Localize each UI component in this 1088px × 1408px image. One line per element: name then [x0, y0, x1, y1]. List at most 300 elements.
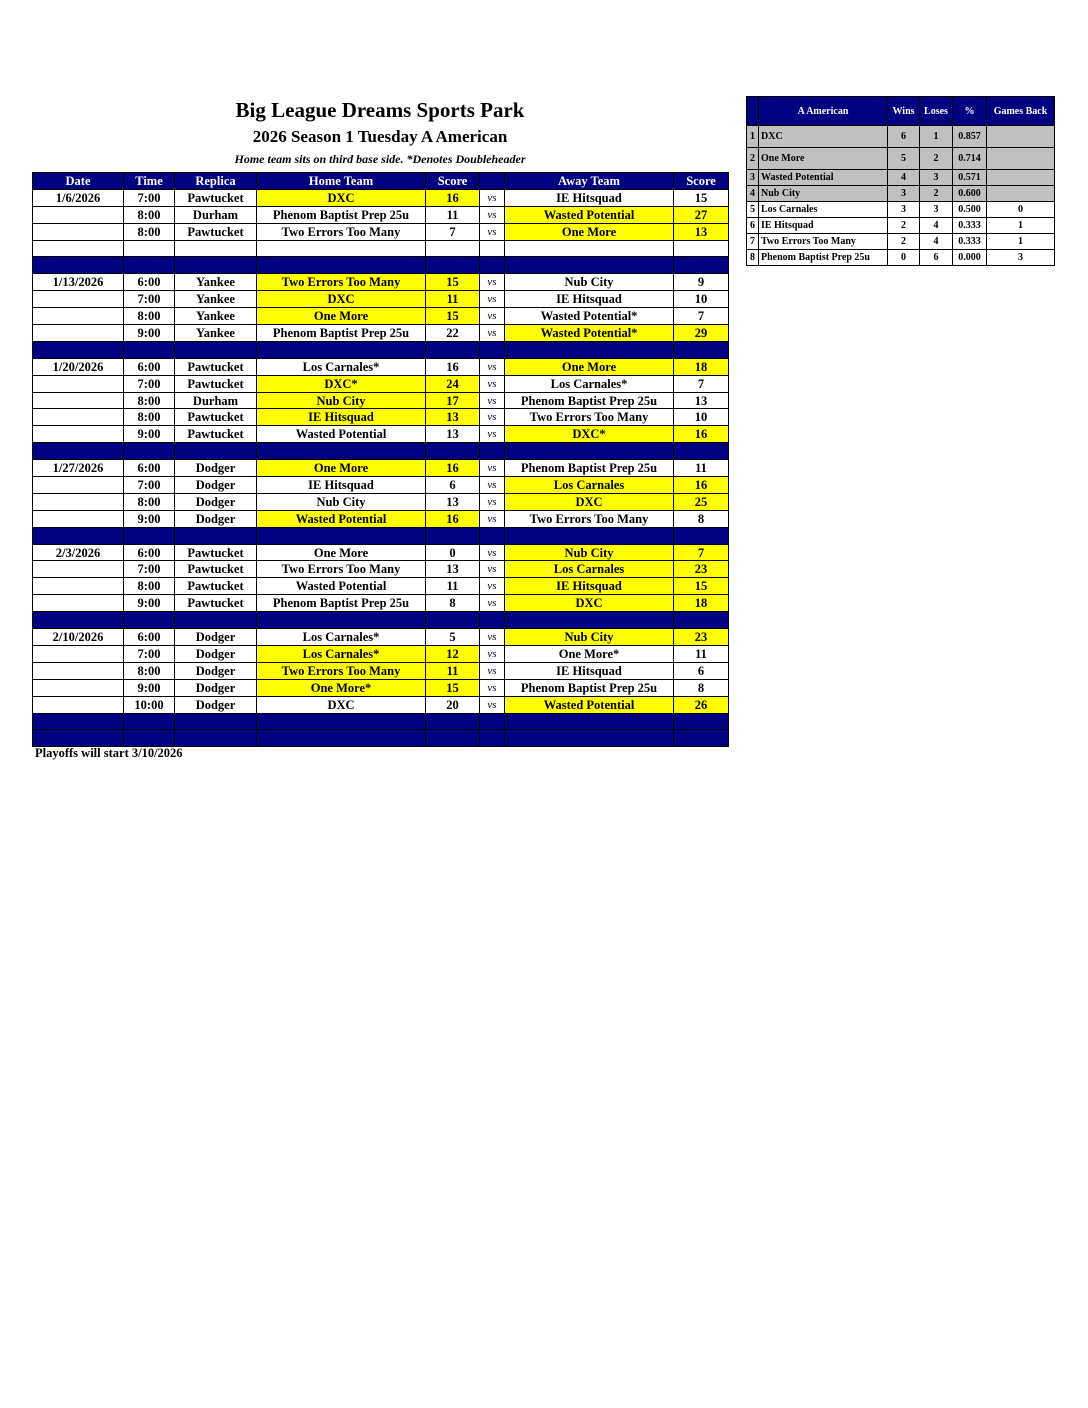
- home-team: One More*: [257, 679, 426, 696]
- col-away-team: Away Team: [505, 173, 674, 190]
- separator-cell: [257, 527, 426, 544]
- separator-cell: [674, 612, 729, 629]
- game-field: Dodger: [175, 696, 257, 713]
- home-team: Wasted Potential: [257, 578, 426, 595]
- game-row: [33, 274, 729, 291]
- away-score: 8: [674, 679, 729, 696]
- week-separator: [33, 341, 729, 358]
- game-time: 8:00: [124, 409, 175, 426]
- home-score: 16: [426, 460, 480, 477]
- vs-label: vs: [480, 477, 505, 494]
- game-time: 8:00: [124, 662, 175, 679]
- doubleheader-note: Home team sits on third base side. *Denotes Doubleheader: [234, 152, 526, 166]
- standings-losses: 3: [920, 170, 953, 186]
- away-score: 13: [674, 392, 729, 409]
- game-date: 1/13/2026: [33, 274, 124, 291]
- game-date: [33, 375, 124, 392]
- away-team: Phenom Baptist Prep 25u: [505, 392, 674, 409]
- standings-rank: 4: [747, 186, 759, 202]
- home-team: Nub City: [257, 493, 426, 510]
- game-field: Pawtucket: [175, 223, 257, 240]
- game-date: [33, 578, 124, 595]
- vs-label: vs: [480, 426, 505, 443]
- away-team: One More: [505, 358, 674, 375]
- separator-cell: [426, 257, 480, 274]
- game-row: [33, 679, 729, 696]
- home-score: 12: [426, 645, 480, 662]
- home-team: [257, 240, 426, 257]
- home-score: 11: [426, 662, 480, 679]
- game-time: 6:00: [124, 460, 175, 477]
- standings-wins: 6: [888, 126, 920, 148]
- standings-wins: 0: [888, 250, 920, 266]
- vs-label: vs: [480, 460, 505, 477]
- game-row: [33, 291, 729, 308]
- standings-wins: 2: [888, 218, 920, 234]
- game-field: Dodger: [175, 477, 257, 494]
- home-team: Wasted Potential: [257, 510, 426, 527]
- home-team: Two Errors Too Many: [257, 274, 426, 291]
- away-team: Nub City: [505, 274, 674, 291]
- home-team: Phenom Baptist Prep 25u: [257, 206, 426, 223]
- game-field: Durham: [175, 392, 257, 409]
- standings-rank: 7: [747, 234, 759, 250]
- away-score: 27: [674, 206, 729, 223]
- game-time: 8:00: [124, 308, 175, 325]
- vs-label: vs: [480, 308, 505, 325]
- schedule-body: [33, 189, 729, 746]
- standings-games-back: [987, 170, 1055, 186]
- separator-cell: [674, 713, 729, 730]
- game-field: Dodger: [175, 460, 257, 477]
- game-time: 9:00: [124, 426, 175, 443]
- separator-cell: [480, 730, 505, 747]
- home-score: 16: [426, 358, 480, 375]
- standings-pct: 0.333: [953, 234, 987, 250]
- game-date: 2/3/2026: [33, 544, 124, 561]
- home-team: Los Carnales*: [257, 629, 426, 646]
- game-row: [33, 493, 729, 510]
- game-time: 9:00: [124, 595, 175, 612]
- home-team: One More: [257, 460, 426, 477]
- vs-label: vs: [480, 206, 505, 223]
- separator-cell: [426, 341, 480, 358]
- home-score: 24: [426, 375, 480, 392]
- standings-body: [747, 126, 1055, 266]
- standings-rank: 2: [747, 148, 759, 170]
- away-team: DXC: [505, 493, 674, 510]
- separator-cell: [505, 341, 674, 358]
- schedule-table: [32, 172, 729, 747]
- standings-team: Wasted Potential: [759, 170, 888, 186]
- game-date: [33, 223, 124, 240]
- away-score: 9: [674, 274, 729, 291]
- away-score: 10: [674, 409, 729, 426]
- standings-pct: 0.500: [953, 202, 987, 218]
- standings-rank: 3: [747, 170, 759, 186]
- game-field: Dodger: [175, 679, 257, 696]
- away-score: 15: [674, 189, 729, 206]
- standings-pct: 0.857: [953, 126, 987, 148]
- game-time: 8:00: [124, 578, 175, 595]
- home-score: 16: [426, 510, 480, 527]
- separator-cell: [33, 612, 124, 629]
- away-team: IE Hitsquad: [505, 291, 674, 308]
- away-score: 18: [674, 358, 729, 375]
- home-score: 22: [426, 325, 480, 342]
- game-field: [175, 240, 257, 257]
- game-field: Yankee: [175, 274, 257, 291]
- away-team: Two Errors Too Many: [505, 510, 674, 527]
- vs-label: vs: [480, 595, 505, 612]
- game-date: [33, 662, 124, 679]
- game-time: 7:00: [124, 645, 175, 662]
- away-team: Wasted Potential: [505, 206, 674, 223]
- standings-rank: 8: [747, 250, 759, 266]
- separator-cell: [124, 730, 175, 747]
- game-time: 7:00: [124, 477, 175, 494]
- separator-cell: [480, 713, 505, 730]
- game-row: [33, 206, 729, 223]
- game-date: [33, 392, 124, 409]
- game-time: 9:00: [124, 679, 175, 696]
- game-date: [33, 595, 124, 612]
- game-date: [33, 477, 124, 494]
- separator-cell: [33, 527, 124, 544]
- separator-cell: [124, 527, 175, 544]
- away-team: Wasted Potential: [505, 696, 674, 713]
- game-row: [33, 240, 729, 257]
- week-separator: [33, 527, 729, 544]
- game-field: Pawtucket: [175, 595, 257, 612]
- home-score: 11: [426, 291, 480, 308]
- separator-cell: [480, 341, 505, 358]
- away-score: 16: [674, 477, 729, 494]
- away-score: 6: [674, 662, 729, 679]
- away-team: Los Carnales*: [505, 375, 674, 392]
- separator-cell: [426, 730, 480, 747]
- game-time: 10:00: [124, 696, 175, 713]
- separator-cell: [124, 341, 175, 358]
- col-away-score: Score: [674, 173, 729, 190]
- game-time: 6:00: [124, 629, 175, 646]
- standings-wins: 3: [888, 202, 920, 218]
- trailing-separator: [33, 713, 729, 730]
- game-date: [33, 291, 124, 308]
- standings-games-back: 0: [987, 202, 1055, 218]
- game-time: 7:00: [124, 291, 175, 308]
- col-time: Time: [124, 173, 175, 190]
- home-score: 13: [426, 409, 480, 426]
- home-team: One More: [257, 544, 426, 561]
- game-date: [33, 409, 124, 426]
- vs-label: vs: [480, 358, 505, 375]
- away-team: IE Hitsquad: [505, 578, 674, 595]
- separator-cell: [505, 612, 674, 629]
- game-row: [33, 358, 729, 375]
- separator-cell: [505, 713, 674, 730]
- standings-team: Los Carnales: [759, 202, 888, 218]
- game-row: [33, 662, 729, 679]
- game-field: Yankee: [175, 325, 257, 342]
- game-row: [33, 510, 729, 527]
- game-date: [33, 493, 124, 510]
- home-team: DXC*: [257, 375, 426, 392]
- away-score: 18: [674, 595, 729, 612]
- separator-cell: [175, 612, 257, 629]
- standings-row: [747, 250, 1055, 266]
- standings-losses: 6: [920, 250, 953, 266]
- vs-label: vs: [480, 679, 505, 696]
- home-score: 15: [426, 679, 480, 696]
- vs-label: vs: [480, 291, 505, 308]
- standings-wins: 4: [888, 170, 920, 186]
- standings-games-back: 1: [987, 218, 1055, 234]
- standings-games-back: 1: [987, 234, 1055, 250]
- standings-col-division: A American: [759, 97, 888, 126]
- standings-games-back: 3: [987, 250, 1055, 266]
- game-field: Dodger: [175, 510, 257, 527]
- standings-losses: 2: [920, 186, 953, 202]
- away-team: One More: [505, 223, 674, 240]
- game-date: 2/10/2026: [33, 629, 124, 646]
- away-team: Two Errors Too Many: [505, 409, 674, 426]
- week-separator: [33, 612, 729, 629]
- week-separator: [33, 257, 729, 274]
- away-score: 16: [674, 426, 729, 443]
- game-row: [33, 595, 729, 612]
- separator-cell: [175, 730, 257, 747]
- away-team: Phenom Baptist Prep 25u: [505, 460, 674, 477]
- standings-pct: 0.333: [953, 218, 987, 234]
- home-score: 20: [426, 696, 480, 713]
- standings-row: [747, 148, 1055, 170]
- separator-cell: [33, 713, 124, 730]
- standings-row: [747, 186, 1055, 202]
- separator-cell: [124, 612, 175, 629]
- game-row: [33, 325, 729, 342]
- standings-wins: 5: [888, 148, 920, 170]
- game-field: Pawtucket: [175, 426, 257, 443]
- vs-label: vs: [480, 696, 505, 713]
- separator-cell: [480, 612, 505, 629]
- separator-cell: [124, 443, 175, 460]
- away-score: 8: [674, 510, 729, 527]
- vs-label: vs: [480, 189, 505, 206]
- game-time: [124, 240, 175, 257]
- separator-cell: [257, 443, 426, 460]
- home-team: IE Hitsquad: [257, 477, 426, 494]
- home-team: Two Errors Too Many: [257, 662, 426, 679]
- standings-wins: 2: [888, 234, 920, 250]
- separator-cell: [175, 443, 257, 460]
- standings-pct: 0.600: [953, 186, 987, 202]
- away-score: 23: [674, 561, 729, 578]
- standings-rank: 1: [747, 126, 759, 148]
- col-vs: [480, 173, 505, 190]
- vs-label: vs: [480, 375, 505, 392]
- separator-cell: [33, 257, 124, 274]
- game-field: Pawtucket: [175, 375, 257, 392]
- separator-cell: [257, 257, 426, 274]
- separator-cell: [480, 443, 505, 460]
- standings-row: [747, 170, 1055, 186]
- game-row: [33, 696, 729, 713]
- game-time: 6:00: [124, 274, 175, 291]
- game-field: Dodger: [175, 645, 257, 662]
- game-time: 6:00: [124, 358, 175, 375]
- separator-cell: [124, 713, 175, 730]
- separator-cell: [505, 730, 674, 747]
- away-team: Los Carnales: [505, 561, 674, 578]
- game-row: [33, 392, 729, 409]
- game-date: 1/27/2026: [33, 460, 124, 477]
- standings-row: [747, 218, 1055, 234]
- home-score: 7: [426, 223, 480, 240]
- game-row: [33, 223, 729, 240]
- standings-header-row: [747, 97, 1055, 126]
- home-score: 8: [426, 595, 480, 612]
- home-team: DXC: [257, 696, 426, 713]
- vs-label: [480, 240, 505, 257]
- game-row: [33, 409, 729, 426]
- vs-label: vs: [480, 325, 505, 342]
- game-date: 1/20/2026: [33, 358, 124, 375]
- home-team: Two Errors Too Many: [257, 223, 426, 240]
- away-score: 25: [674, 493, 729, 510]
- vs-label: vs: [480, 544, 505, 561]
- separator-cell: [33, 730, 124, 747]
- separator-cell: [674, 730, 729, 747]
- standings-wins: 3: [888, 186, 920, 202]
- standings-pct: 0.714: [953, 148, 987, 170]
- separator-cell: [175, 341, 257, 358]
- game-time: 6:00: [124, 544, 175, 561]
- standings-team: DXC: [759, 126, 888, 148]
- trailing-separator: [33, 730, 729, 747]
- separator-cell: [480, 527, 505, 544]
- standings-col-games-back: Games Back: [987, 97, 1055, 126]
- game-row: [33, 578, 729, 595]
- game-time: 8:00: [124, 223, 175, 240]
- away-team: DXC: [505, 595, 674, 612]
- game-row: [33, 561, 729, 578]
- game-time: 8:00: [124, 392, 175, 409]
- standings-games-back: [987, 126, 1055, 148]
- separator-cell: [480, 257, 505, 274]
- game-field: Pawtucket: [175, 358, 257, 375]
- separator-cell: [674, 341, 729, 358]
- game-date: [33, 240, 124, 257]
- game-field: Pawtucket: [175, 409, 257, 426]
- standings-col-rank: [747, 97, 759, 126]
- standings-row: [747, 234, 1055, 250]
- game-field: Durham: [175, 206, 257, 223]
- game-time: 7:00: [124, 561, 175, 578]
- standings-rank: 6: [747, 218, 759, 234]
- vs-label: vs: [480, 662, 505, 679]
- game-field: Yankee: [175, 291, 257, 308]
- standings-losses: 3: [920, 202, 953, 218]
- game-field: Dodger: [175, 662, 257, 679]
- game-field: Dodger: [175, 493, 257, 510]
- away-team: [505, 240, 674, 257]
- game-row: [33, 426, 729, 443]
- separator-cell: [175, 713, 257, 730]
- standings-team: Nub City: [759, 186, 888, 202]
- game-field: Pawtucket: [175, 578, 257, 595]
- vs-label: vs: [480, 274, 505, 291]
- away-score: 26: [674, 696, 729, 713]
- standings-row: [747, 126, 1055, 148]
- game-row: [33, 544, 729, 561]
- game-time: 7:00: [124, 189, 175, 206]
- game-row: [33, 629, 729, 646]
- separator-cell: [257, 730, 426, 747]
- separator-cell: [505, 257, 674, 274]
- page-title: Big League Dreams Sports Park: [235, 98, 525, 122]
- standings-rank: 5: [747, 202, 759, 218]
- separator-cell: [426, 443, 480, 460]
- vs-label: vs: [480, 629, 505, 646]
- home-score: 13: [426, 493, 480, 510]
- away-score: 11: [674, 460, 729, 477]
- separator-cell: [505, 527, 674, 544]
- game-field: Dodger: [175, 629, 257, 646]
- game-field: Pawtucket: [175, 189, 257, 206]
- away-score: 7: [674, 308, 729, 325]
- page-subtitle: 2026 Season 1 Tuesday A American: [252, 127, 508, 146]
- away-score: 23: [674, 629, 729, 646]
- standings-team: IE Hitsquad: [759, 218, 888, 234]
- home-team: IE Hitsquad: [257, 409, 426, 426]
- game-field: Yankee: [175, 308, 257, 325]
- home-score: 15: [426, 274, 480, 291]
- away-team: Nub City: [505, 544, 674, 561]
- home-team: Nub City: [257, 392, 426, 409]
- vs-label: vs: [480, 392, 505, 409]
- home-score: 11: [426, 206, 480, 223]
- game-time: 8:00: [124, 493, 175, 510]
- away-score: 29: [674, 325, 729, 342]
- standings-team: One More: [759, 148, 888, 170]
- away-team: IE Hitsquad: [505, 189, 674, 206]
- vs-label: vs: [480, 493, 505, 510]
- home-team: Los Carnales*: [257, 645, 426, 662]
- standings-col-loses: Loses: [920, 97, 953, 126]
- away-score: 10: [674, 291, 729, 308]
- game-date: [33, 645, 124, 662]
- standings-col-pct: %: [953, 97, 987, 126]
- home-score: 13: [426, 426, 480, 443]
- separator-cell: [505, 443, 674, 460]
- home-score: 5: [426, 629, 480, 646]
- standings-losses: 1: [920, 126, 953, 148]
- away-team: Wasted Potential*: [505, 308, 674, 325]
- game-date: [33, 426, 124, 443]
- standings-pct: 0.000: [953, 250, 987, 266]
- game-time: 9:00: [124, 510, 175, 527]
- game-row: [33, 189, 729, 206]
- home-team: DXC: [257, 291, 426, 308]
- game-date: [33, 696, 124, 713]
- week-separator: [33, 443, 729, 460]
- away-team: Los Carnales: [505, 477, 674, 494]
- game-date: 1/6/2026: [33, 189, 124, 206]
- col-home-score: Score: [426, 173, 480, 190]
- away-score: 15: [674, 578, 729, 595]
- schedule-header-row: [33, 173, 729, 190]
